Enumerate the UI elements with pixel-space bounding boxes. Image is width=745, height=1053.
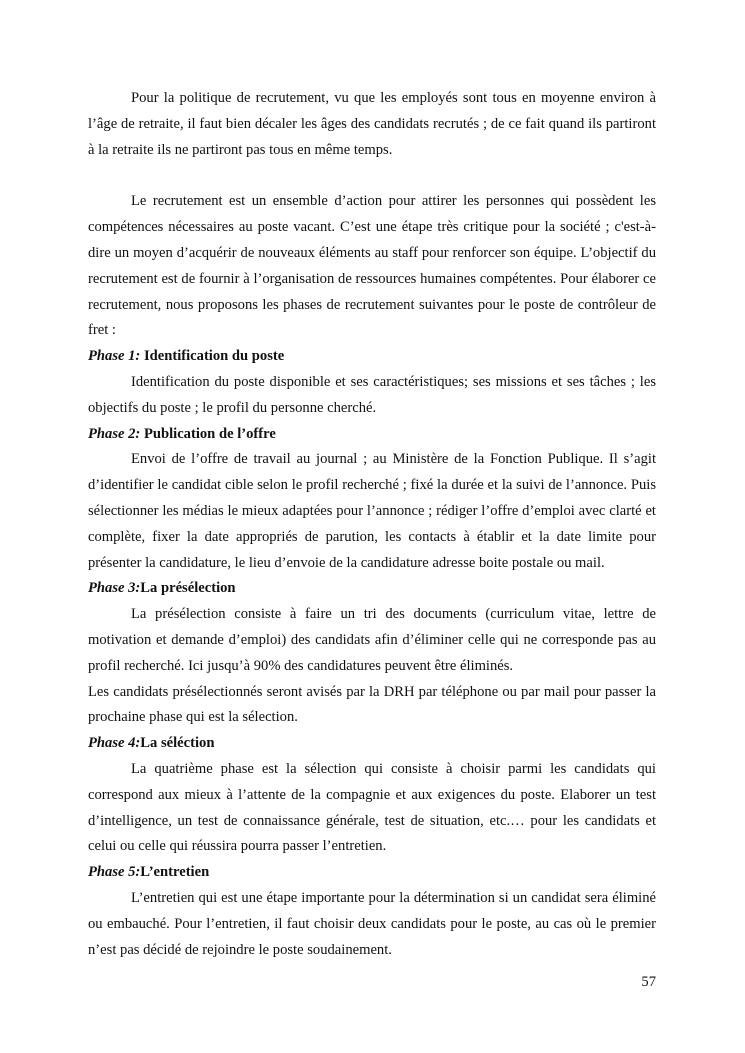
phase-5-heading: [88, 860, 656, 886]
phase-3-title: La présélection: [140, 580, 236, 597]
document-page: [88, 86, 656, 963]
paragraph-recruitment-definition: Le recrutement est un ensemble d’action pour attirer les personnes qui possèdent les compétences nécessaires au poste vacant. C’est une étape très critique pour la société ; c'est-à-dire un moyen d’acquérir de nouveaux éléments au staff pour renforcer son équipe. L’objectif du recrutement est de fournir à l’organisation de ressources humaines compétentes. Pour élaborer ce recrutement, nous proposons les phases de recrutement suivantes pour le poste de contrôleur de fret :: [88, 193, 656, 339]
phase-4-body: La quatrième phase est la sélection qui consiste à choisir parmi les candidats qui correspond aux mieux à l’attente de la compagnie et aux exigences du poste. Elaborer un test d’intelligence, un test de connaissance générale, test de situation, etc.… pour les candidats et celui ou celle qui réussira pourra passer l’entretien.: [88, 760, 656, 855]
phase-4-heading: [88, 731, 656, 757]
phase-1-heading: [88, 344, 656, 370]
phase-3-heading: [88, 576, 656, 602]
page-number: 57: [641, 974, 656, 990]
phase-3-label: Phase 3:: [88, 580, 141, 597]
phase-1-title: Identification du poste: [140, 348, 285, 365]
phase-5-body: L’entretien qui est une étape importante pour la détermination si un candidat sera éliminé ou embauché. Pour l’entretien, il faut choisir deux candidats pour le poste, au cas où le premier n’est pas décidé de rejoindre le poste soudainement.: [88, 889, 656, 958]
phase-2-body: Envoi de l’offre de travail au journal ; au Ministère de la Fonction Publique. Il s’agit d’identifier le candidat cible selon le profil recherché ; fixé la durée et la suivi de l’annonce. Puis sélectionner les médias le mieux adaptées pour l’annonce ; rédiger l’offre d’emploi avec clarté et complète, fixer la date appropriés de parution, les contacts à établir et la date limite pour présenter la candidature, le lieu d’envoie de la candidature adresse boite postale ou mail.: [88, 451, 656, 571]
phase-2-label: Phase 2:: [88, 425, 141, 442]
phase-2-heading: [88, 422, 656, 448]
phase-4-title: La séléction: [140, 735, 215, 752]
phase-3-body: La présélection consiste à faire un tri des documents (curriculum vitae, lettre de motivation et demande d’emploi) des candidats afin d’éliminer celle qui ne corresponde pas au profil recherché. Ici jusqu’à 90% des candidatures peuvent être éliminés.: [88, 606, 656, 674]
phase-3-body-continued: Les candidats présélectionnés seront avisés par la DRH par téléphone ou par mail pour passer la prochaine phase qui est la sélection.: [88, 683, 656, 726]
paragraph-recruitment-policy: Pour la politique de recrutement, vu que les employés sont tous en moyenne environ à l’âge de retraite, il faut bien décaler les âges des candidats recrutés ; de ce fait quand ils partiront à la retraite ils ne partiront pas tous en même temps.: [88, 90, 656, 158]
paragraph-spacer: [88, 163, 656, 189]
phase-1-body: Identification du poste disponible et ses caractéristiques; ses missions et ses tâches ; les objectifs du poste ; le profil du personne cherché.: [88, 373, 656, 416]
phase-1-label: Phase 1:: [88, 348, 141, 365]
phase-2-title: Publication de l’offre: [140, 425, 276, 442]
phase-4-label: Phase 4:: [88, 735, 141, 752]
phase-5-title: L’entretien: [140, 864, 210, 881]
phase-5-label: Phase 5:: [88, 864, 141, 881]
